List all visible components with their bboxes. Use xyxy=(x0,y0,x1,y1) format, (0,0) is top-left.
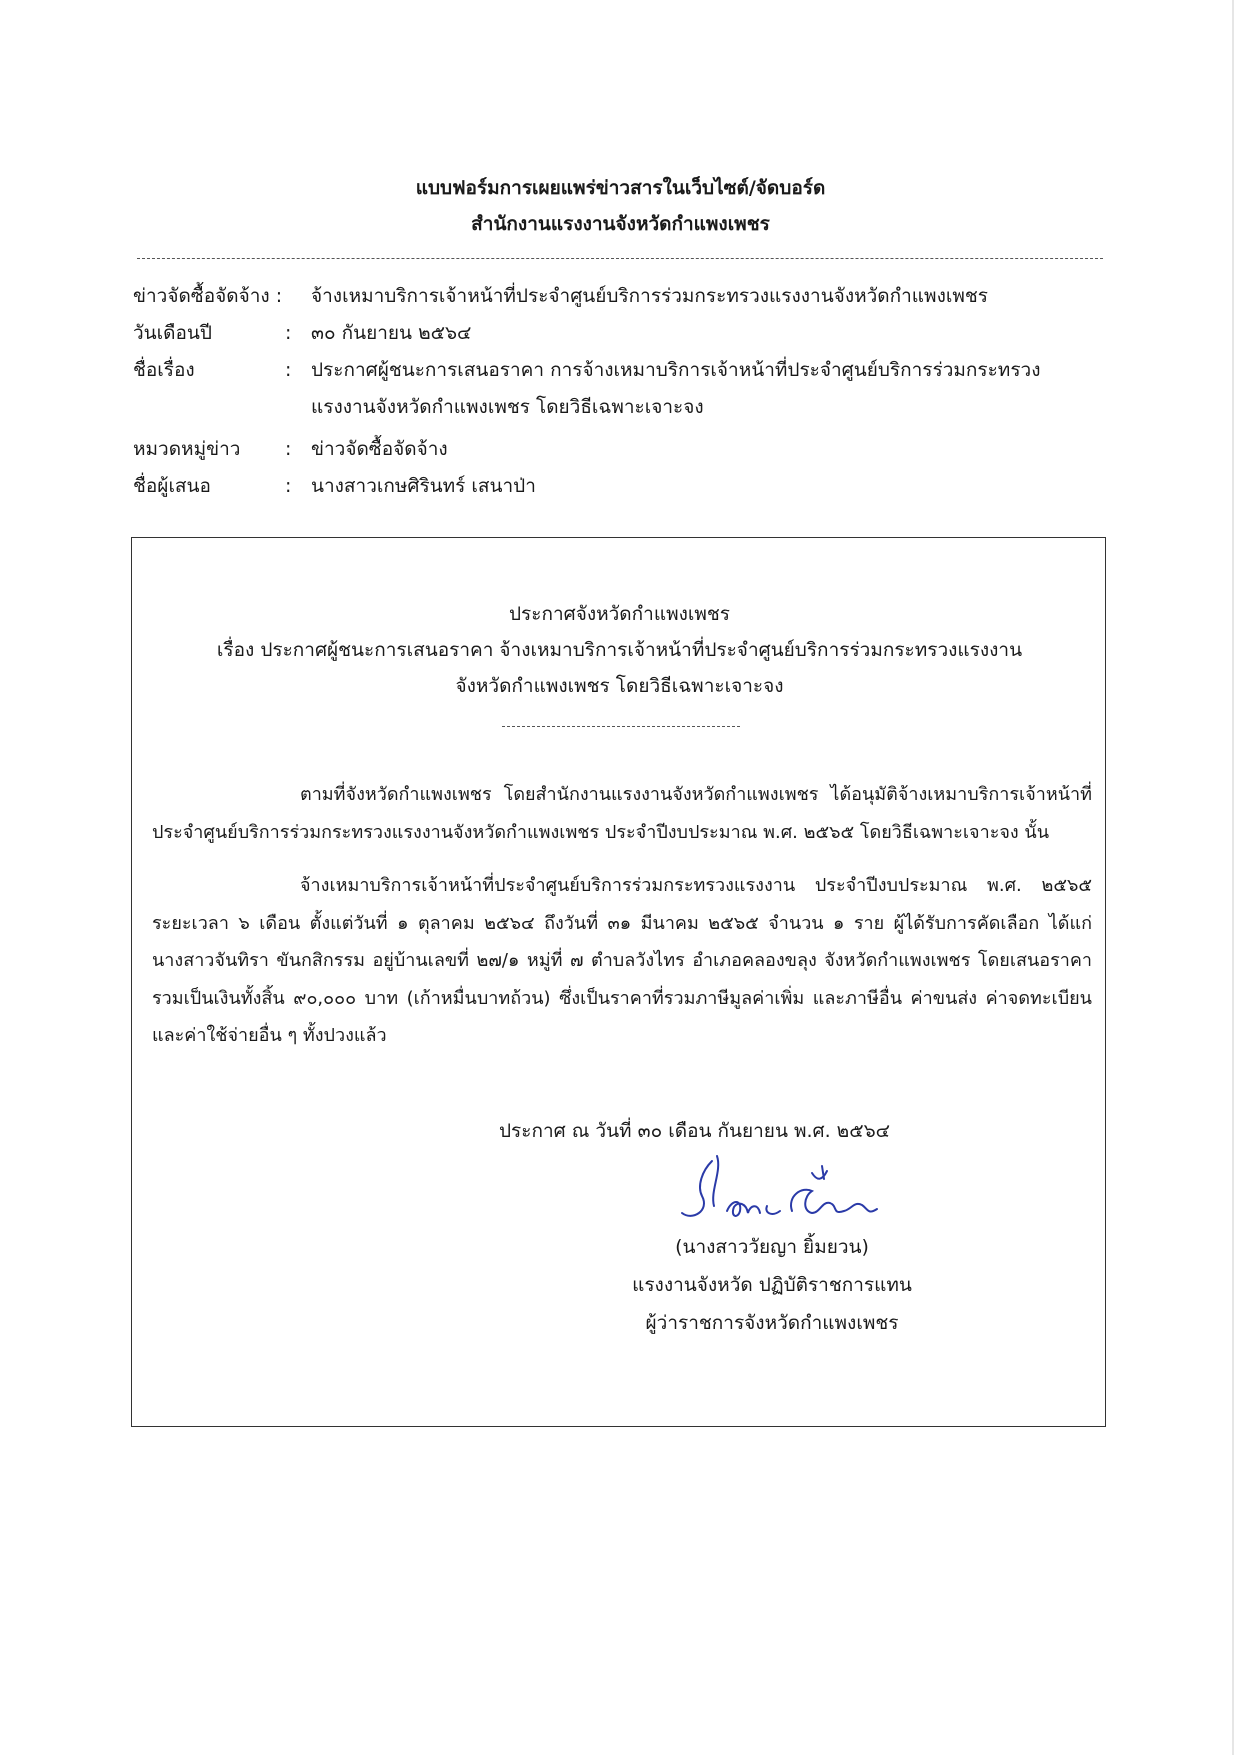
form-header xyxy=(0,170,1241,242)
form-title: แบบฟอร์มการเผยแพร่ข่าวสารในเว็บไซต์/จัดบอร์ด xyxy=(415,177,826,199)
info-row-subject xyxy=(133,352,1103,426)
signatory-name: (นางสาววัยญา ยิ้มยวน) xyxy=(675,1236,869,1258)
announcement-subject: เรื่อง ประกาศผู้ชนะการเสนอราคา จ้างเหมาบริการเจ้าหน้าที่ประจำศูนย์บริการร่วมกระทรวงแรงงาน xyxy=(216,639,1023,661)
body-paragraph: จ้างเหมาบริการเจ้าหน้าที่ประจำศูนย์บริการร่วมกระทรวงแรงงาน ประจำปีงบประมาณ พ.ศ. ๒๕๖๕ ระยะเวลา ๖ เดือน ตั้งแต่วันที่ ๑ ตุลาคม ๒๕๖๔ ถึงวันที่ ๓๑ มีนาคม ๒๕๖๕ จำนวน ๑ ราย ผู้ได้รับการคัดเลือก ได้แก่ นางสาวจันทิรา ขันกสิกรรม อยู่บ้านเลขที่ ๒๗/๑ หมู่ที่ ๗ ตำบลวังไทร อำเภอคลองขลุง จังหวัดกำแพงเพชร โดยเสนอราคารวมเป็นเงินทั้งสิ้น ๙๐,๐๐๐ บาท (เก้าหมื่นบาทถ้วน) ซึ่งเป็นราคาที่รวมภาษีมูลค่าเพิ่ม และภาษีอื่น ค่าขนส่ง ค่าจดทะเบียน และค่าใช้จ่ายอื่น ๆ ทั้งปวงแล้ว xyxy=(152,875,1092,1046)
signatory-position-2: ผู้ว่าราชการจังหวัดกำแพงเพชร xyxy=(645,1312,899,1334)
signatory-position: แรงงานจังหวัด ปฏิบัติราชการแทน xyxy=(632,1274,912,1296)
info-colon: : xyxy=(285,322,292,344)
info-row-submitter xyxy=(133,468,1103,505)
announcement-title xyxy=(132,596,1107,704)
dashed-divider xyxy=(137,258,1103,259)
info-value: จ้างเหมาบริการเจ้าหน้าที่ประจำศูนย์บริการร่วมกระทรวงแรงงานจังหวัดกำแพงเพชร xyxy=(311,285,988,307)
page-edge xyxy=(1232,0,1234,1755)
info-value: ข่าวจัดซื้อจัดจ้าง xyxy=(311,438,448,460)
info-label: ชื่อเรื่อง xyxy=(133,359,195,381)
info-colon: : xyxy=(285,475,292,497)
announcement-divider xyxy=(502,726,740,727)
announcement-date: ประกาศ ณ วันที่ ๓๐ เดือน กันยายน พ.ศ. ๒๕๖๔ xyxy=(498,1120,891,1142)
info-value: นางสาวเกษศิรินทร์ เสนาป่า xyxy=(311,475,536,497)
signature-image xyxy=(672,1151,892,1231)
announcement-issuer: ประกาศจังหวัดกำแพงเพชร xyxy=(509,603,730,625)
info-colon: : xyxy=(285,359,292,381)
info-row-category xyxy=(133,431,1103,468)
info-table xyxy=(133,278,1103,505)
info-label: วันเดือนปี xyxy=(133,322,212,344)
signatory-block xyxy=(562,1228,982,1342)
announcement-subject-cont: จังหวัดกำแพงเพชร โดยวิธีเฉพาะเจาะจง xyxy=(455,675,784,697)
info-row-procurement xyxy=(133,278,1103,315)
announcement-box xyxy=(131,537,1106,1427)
info-label: ชื่อผู้เสนอ xyxy=(133,475,211,497)
info-colon xyxy=(285,278,311,315)
announcement-body xyxy=(152,776,1092,1055)
info-label: ข่าวจัดซื้อจัดจ้าง : xyxy=(133,285,283,307)
office-name: สำนักงานแรงงานจังหวัดกำแพงเพชร xyxy=(471,213,770,235)
info-colon: : xyxy=(285,438,292,460)
info-value: ๓๐ กันยายน ๒๕๖๔ xyxy=(311,322,472,344)
info-row-date xyxy=(133,315,1103,352)
info-value: ประกาศผู้ชนะการเสนอราคา การจ้างเหมาบริการเจ้าหน้าที่ประจำศูนย์บริการร่วมกระทรวงแรงงานจังหวัดกำแพงเพชร โดยวิธีเฉพาะเจาะจง xyxy=(311,359,1041,418)
body-paragraph: ตามที่จังหวัดกำแพงเพชร โดยสำนักงานแรงงานจังหวัดกำแพงเพชร ได้อนุมัติจ้างเหมาบริการเจ้าหน้าที่ประจำศูนย์บริการร่วมกระทรวงแรงงานจังหวัดกำแพงเพชร ประจำปีงบประมาณ พ.ศ. ๒๕๖๕ โดยวิธีเฉพาะเจาะจง นั้น xyxy=(152,784,1092,843)
info-label: หมวดหมู่ข่าว xyxy=(133,438,241,460)
